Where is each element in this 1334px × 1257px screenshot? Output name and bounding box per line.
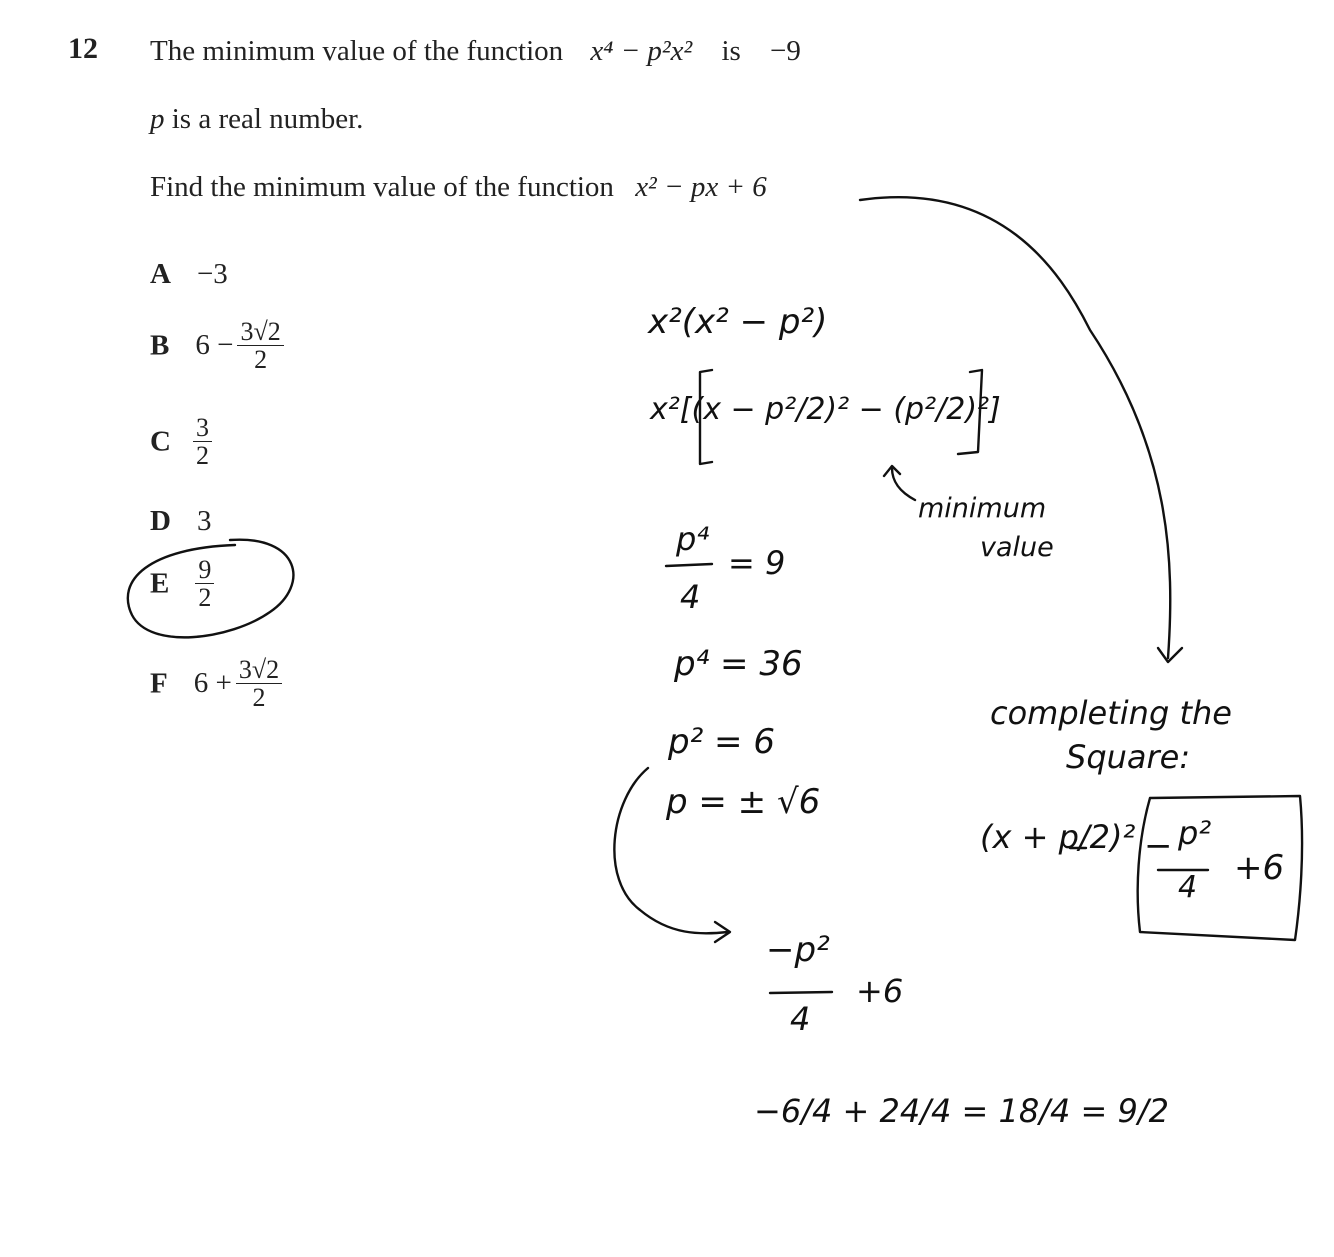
cts-plus-six: +6: [1234, 848, 1285, 888]
fraction-denominator: 2: [195, 441, 209, 471]
option-letter: C: [150, 425, 171, 458]
stem-expression-1: x⁴ − p²x²: [590, 35, 693, 67]
note-value: value: [980, 532, 1054, 563]
cts-expression: (x + p/2)²: [980, 818, 1136, 856]
min-denominator: 4: [790, 1000, 811, 1038]
long-arrow: [860, 197, 1170, 658]
option-whole: 6 −: [195, 329, 234, 362]
stem-p: p: [150, 103, 165, 135]
stem-is: is: [721, 35, 741, 67]
answer-circle: [128, 540, 294, 638]
stem-text-1: The minimum value of the function: [150, 35, 564, 67]
option-letter: A: [150, 258, 171, 290]
minimum-arrow: [884, 466, 915, 500]
long-arrow-head: [1158, 648, 1182, 662]
note-minimum: minimum: [918, 493, 1047, 524]
fraction-numerator: 3√2: [237, 318, 283, 346]
min-plus-six: +6: [856, 972, 904, 1010]
eq1-numerator: p⁴: [676, 520, 710, 558]
cts-denominator: 4: [1178, 870, 1198, 905]
cts-minus: −: [1144, 826, 1173, 866]
question-number: 12: [68, 32, 98, 65]
cts-label-1: completing the: [990, 694, 1232, 732]
min-numerator: −p²: [766, 930, 830, 970]
final-computation: −6/4 + 24/4 = 18/4 = 9/2: [754, 1092, 1169, 1130]
option-letter: E: [150, 567, 170, 600]
cts-numerator: p²: [1178, 814, 1212, 852]
stem-text-2: is a real number.: [171, 103, 364, 135]
stem-text-3: Find the minimum value of the function: [150, 171, 614, 203]
fraction-denominator: 2: [252, 683, 266, 713]
eq1-denominator: 4: [680, 578, 701, 616]
option-letter: D: [150, 505, 171, 537]
option-letter: B: [150, 329, 170, 362]
cts-label-2: Square:: [1066, 738, 1191, 776]
fraction-denominator: 2: [254, 345, 268, 375]
fraction-numerator: 3: [193, 414, 212, 442]
stem-value: −9: [770, 35, 801, 67]
eq1-rhs: = 9: [728, 544, 786, 582]
fraction-denominator: 2: [198, 583, 212, 613]
stem-expression-3: x² − px + 6: [635, 171, 767, 203]
work-factored: x²(x² − p²): [648, 302, 828, 342]
eq4: p = ± √6: [666, 782, 821, 822]
option-letter: F: [150, 667, 168, 700]
fraction-numerator: 9: [195, 556, 214, 584]
work-completed-square: x²[(x − p²/2)² − (p²/2)²]: [650, 392, 1001, 427]
option-whole: 6 +: [193, 667, 232, 700]
eq2: p⁴ = 36: [674, 644, 803, 684]
option-value: −3: [196, 258, 228, 290]
eq3: p² = 6: [668, 722, 775, 762]
option-value: 3: [196, 505, 212, 537]
fraction-numerator: 3√2: [236, 656, 282, 684]
